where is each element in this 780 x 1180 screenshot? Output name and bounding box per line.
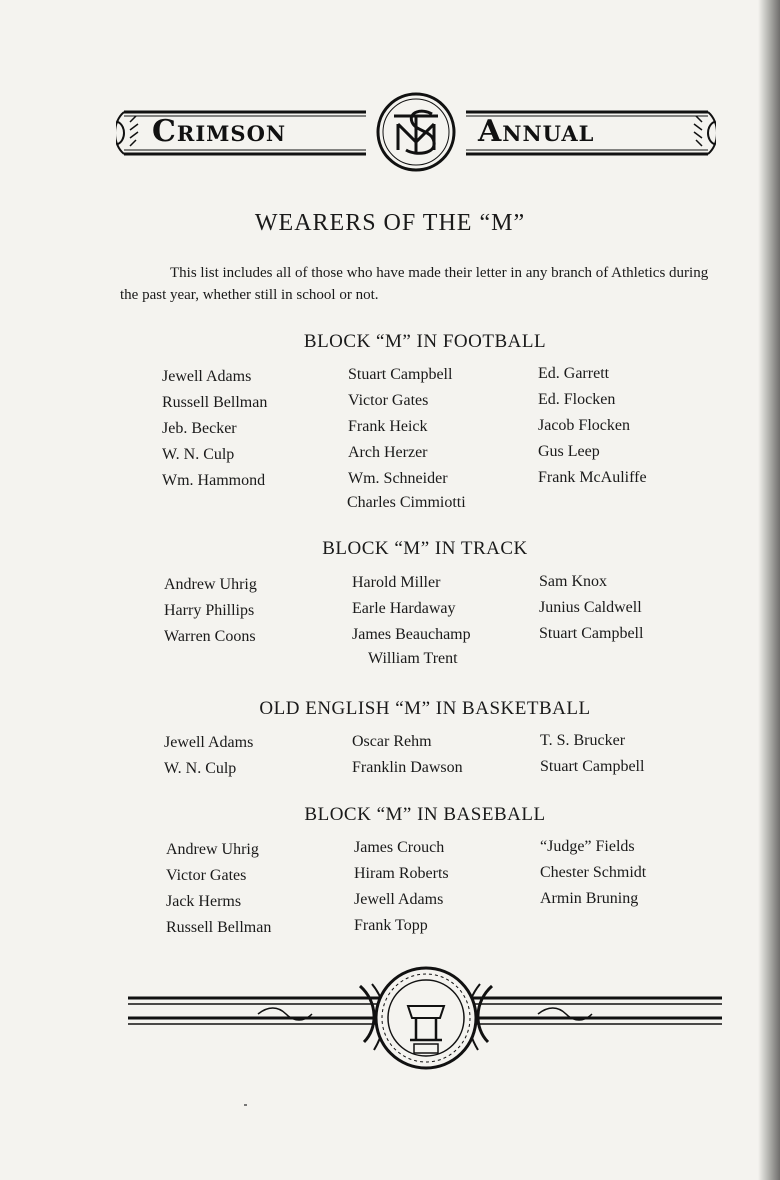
roster-name: Oscar Rehm [352,733,432,750]
intro-paragraph: This list includes all of those who have made their letter in any branch of Athletics during the past year, whether still in school or not. [120,265,709,303]
roster-name: Jeb. Becker [162,420,237,437]
roster-name: Sam Knox [539,573,607,590]
page-speck [244,1104,247,1106]
roster-name: Victor Gates [166,867,247,884]
roster-name: Frank McAuliffe [538,469,647,486]
roster-name: Chester Schmidt [540,864,647,881]
page-edge-shadow [758,0,780,1180]
roster-name: William Trent [368,650,458,667]
roster-name: Jewell Adams [162,368,252,385]
track-column-3 [539,569,643,647]
roster-name: Gus Leep [538,443,600,460]
basketball-heading: OLD ENGLISH “M” IN BASKETBALL [259,698,591,719]
roster-name: W. N. Culp [162,446,235,463]
baseball-heading: BLOCK “M” IN BASEBALL [304,804,546,825]
crimson-annual-banner [116,92,716,172]
roster-name: Stuart Campbell [348,366,453,383]
roster-name: W. N. Culp [164,760,237,777]
roster-name: James Beauchamp [352,626,471,643]
baseball-column-3 [540,834,646,912]
track-heading: BLOCK “M” IN TRACK [322,538,528,559]
football-column-1 [162,364,267,494]
basketball-column-1 [164,730,253,782]
baseball-column-2 [354,835,449,939]
roster-name: Charles Cimmiotti [347,494,466,511]
football-column-3 [538,361,647,491]
roster-name: Victor Gates [348,392,429,409]
roster-name: Harry Phillips [164,602,255,619]
roster-name: Frank Heick [348,418,428,435]
roster-name: Stuart Campbell [540,758,645,775]
baseball-column-1 [166,837,271,941]
roster-name: Franklin Dawson [352,759,463,776]
roster-name: Arch Herzer [348,444,428,461]
page-title: WEARERS OF THE “M” [254,210,526,236]
track-column-2 [352,570,471,648]
roster-name: Jewell Adams [164,734,254,751]
roster-name: Jewell Adams [354,891,444,908]
track-column-1 [164,572,257,650]
roster-name: Earle Hardaway [352,600,456,617]
basketball-column-3 [540,728,644,780]
roster-name: Frank Topp [354,917,428,934]
banner-word-annual: Annual [478,114,595,149]
roster-name: Andrew Uhrig [166,841,259,858]
roster-name: Hiram Roberts [354,865,449,882]
roster-name: Andrew Uhrig [164,576,257,593]
footer-ornament [128,966,724,1078]
roster-name: Junius Caldwell [539,599,642,616]
roster-name: Warren Coons [164,628,256,645]
roster-name: James Crouch [354,839,445,856]
roster-name: T. S. Brucker [540,732,626,749]
football-column-2 [348,362,452,492]
school-seal-icon [376,968,476,1068]
roster-name: Jacob Flocken [538,417,630,434]
roster-name: “Judge” Fields [540,838,635,855]
roster-name: Harold Miller [352,574,441,591]
basketball-column-2 [352,729,463,781]
roster-name: Russell Bellman [166,919,272,936]
roster-name: Armin Bruning [540,890,639,907]
banner-word-crimson: Crimson [152,114,287,149]
football-heading: BLOCK “M” IN FOOTBALL [303,331,547,352]
roster-name: Wm. Schneider [348,470,448,487]
roster-name: Jack Herms [166,893,242,910]
roster-name: Ed. Garrett [538,365,610,382]
roster-name: Wm. Hammond [162,472,266,489]
roster-name: Russell Bellman [162,394,268,411]
roster-name: Ed. Flocken [538,391,616,408]
roster-name: Stuart Campbell [539,625,644,642]
